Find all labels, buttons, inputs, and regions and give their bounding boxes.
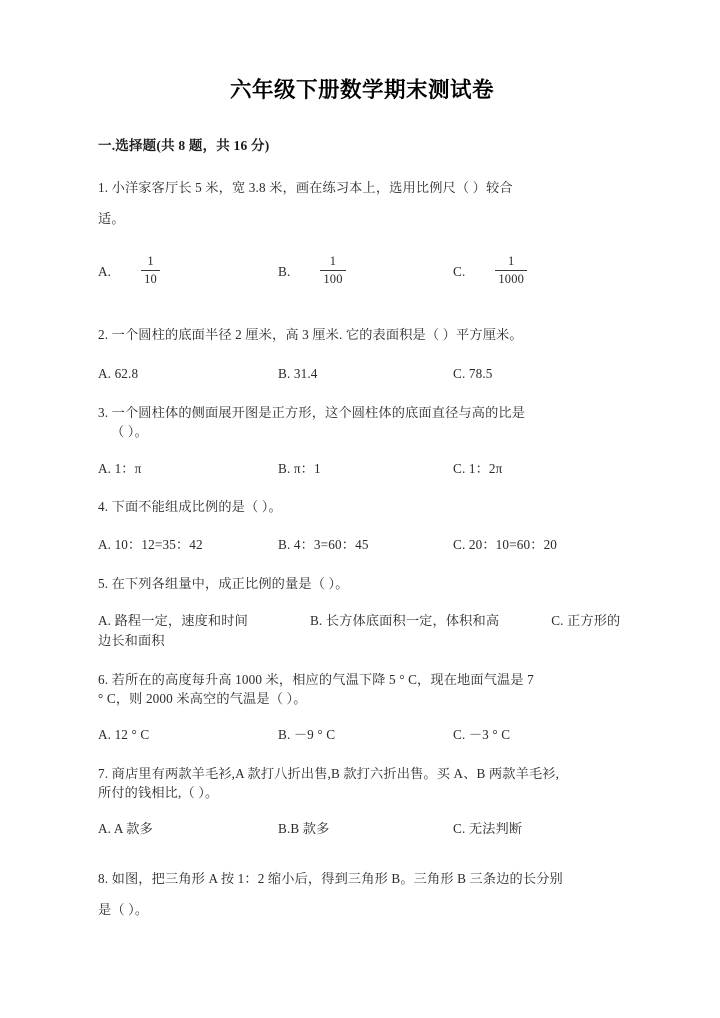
question-4-option-c[interactable]: C. 20：10=60：20	[453, 536, 558, 552]
fraction-one-tenth	[141, 254, 160, 288]
question-6-stem-line-2: ° C，则 2000 米高空的气温是（ ）。	[98, 690, 307, 706]
question-7-option-a[interactable]: A. A 款多	[98, 821, 153, 837]
question-3-options	[98, 459, 626, 479]
question-1	[98, 172, 626, 288]
fraction-one-thousandth	[495, 254, 527, 288]
question-2-option-a[interactable]: A. 62.8	[98, 365, 139, 381]
question-4-option-b[interactable]: B. 4：3=60：45	[278, 536, 369, 552]
question-1-stem-line-2: 适。	[98, 210, 125, 226]
question-7-option-b[interactable]: B.B 款多	[278, 821, 330, 837]
fraction-numerator: 1	[508, 253, 515, 268]
question-8-stem	[98, 863, 626, 925]
question-7-stem-line-1: 7. 商店里有两款羊毛衫,A 款打八折出售,B 款打六折出售。买 A、B 两款羊毛衫,	[98, 765, 560, 781]
question-5-options	[98, 611, 626, 651]
question-6-option-a[interactable]: A. 12 ° C	[98, 726, 150, 742]
question-1-option-b-label: B.	[278, 263, 291, 279]
question-5-stem: 5. 在下列各组量中，成正比例的量是（ ）。	[98, 575, 349, 591]
question-6-option-c[interactable]: C. －3 ° C	[453, 726, 511, 742]
question-8-stem-line-2: 是（ ）。	[98, 901, 149, 917]
question-3-option-c[interactable]: C. 1：2π	[453, 460, 503, 476]
question-1-option-c[interactable]	[453, 254, 527, 288]
question-2-option-c[interactable]: C. 78.5	[453, 365, 493, 381]
question-1-option-a-label: A.	[98, 263, 112, 279]
question-2-stem: 2. 一个圆柱的底面半径 2 厘米，高 3 厘米. 它的表面积是（ ）平方厘米。	[98, 327, 523, 343]
question-7	[98, 764, 626, 839]
question-4-options	[98, 535, 626, 555]
question-4-option-a[interactable]: A. 10：12=35：42	[98, 536, 203, 552]
question-3-stem-line-1: 3. 一个圆柱体的侧面展开图是正方形，这个圆柱体的底面直径与高的比是	[98, 405, 526, 421]
question-4-stem: 4. 下面不能组成比例的是（ ）。	[98, 499, 282, 515]
fraction-denominator: 10	[144, 272, 157, 287]
question-6-options	[98, 725, 626, 745]
question-1-options	[98, 254, 626, 288]
question-5-option-a[interactable]: A. 路程一定，速度和时间	[98, 613, 248, 629]
question-6	[98, 670, 626, 745]
question-6-stem-line-1: 6. 若所在的高度每升高 1000 米，相应的气温下降 5 ° C，现在地面气温是 7	[98, 671, 534, 687]
question-2	[98, 325, 626, 383]
question-7-stem	[98, 764, 626, 802]
fraction-denominator: 100	[323, 272, 343, 287]
question-6-option-b[interactable]: B. －9 ° C	[278, 726, 336, 742]
question-3-stem	[98, 403, 626, 441]
question-1-stem	[98, 172, 626, 234]
question-2-options	[98, 364, 626, 384]
fraction-denominator: 1000	[498, 272, 525, 287]
question-8	[98, 863, 626, 925]
page-content	[98, 0, 626, 925]
section-heading-multiple-choice: 一.选择题(共 8 题，共 16 分)	[98, 137, 270, 153]
question-1-stem-line-1: 1. 小洋家客厅长 5 米，宽 3.8 米，画在练习本上，选用比例尺（ ）较合	[98, 179, 513, 195]
fraction-one-hundredth	[320, 254, 345, 288]
fraction-numerator: 1	[329, 253, 337, 268]
question-1-option-c-label: C.	[453, 263, 466, 279]
question-5-option-b[interactable]: B. 长方体底面积一定，体积和高	[309, 613, 500, 629]
question-5	[98, 574, 626, 651]
question-3-stem-line-2: （ ）。	[111, 424, 148, 440]
question-3	[98, 403, 626, 478]
question-7-stem-line-2: 所付的钱相比,（ ）。	[98, 784, 219, 800]
question-3-option-a[interactable]: A. 1：π	[98, 460, 142, 476]
question-1-option-b[interactable]	[278, 254, 453, 288]
question-1-option-a[interactable]	[98, 254, 278, 288]
question-8-stem-line-1: 8. 如图，把三角形 A 按 1：2 缩小后，得到三角形 B。三角形 B 三条边的长分别	[98, 870, 563, 886]
question-7-option-c[interactable]: C. 无法判断	[453, 821, 523, 837]
question-5-option-c[interactable]: C. 正方形的边长和面积	[98, 613, 621, 648]
question-2-option-b[interactable]: B. 31.4	[278, 365, 318, 381]
question-4	[98, 497, 626, 554]
question-6-stem	[98, 670, 626, 708]
question-7-options	[98, 819, 626, 839]
fraction-numerator: 1	[147, 253, 154, 268]
page-title: 六年级下册数学期末测试卷	[229, 78, 494, 102]
question-3-option-b[interactable]: B. π：1	[278, 460, 321, 476]
